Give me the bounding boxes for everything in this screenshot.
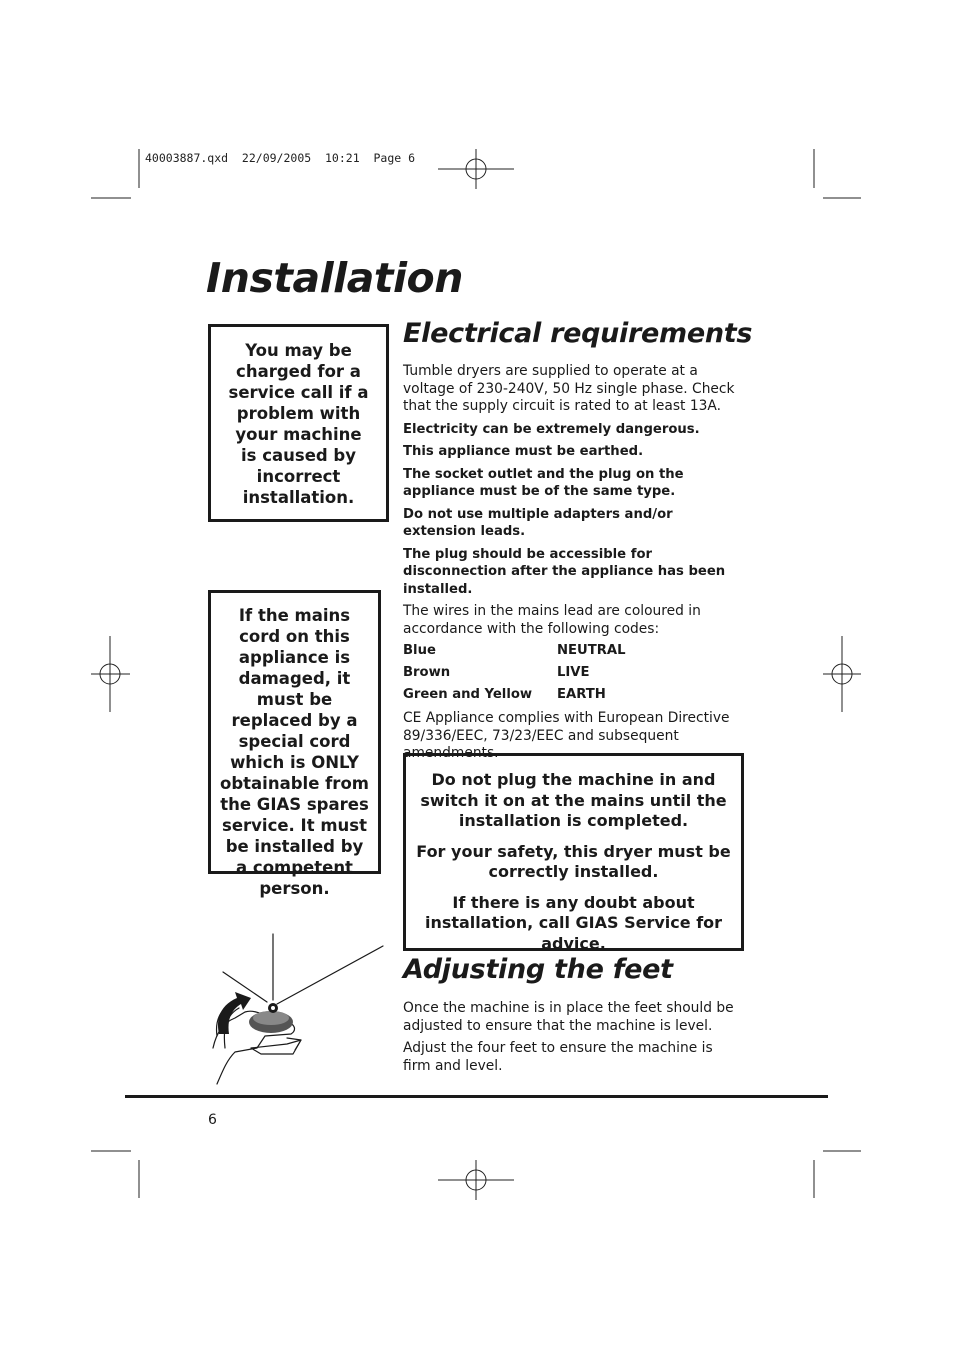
- warning-plug-access: The plug should be accessible for disconnection after the appliance has been installed.: [403, 546, 726, 597]
- safety-line-2: For your safety, this dryer must be correctly installed.: [416, 841, 731, 881]
- electrical-intro: Tumble dryers are supplied to operate at a voltage of 230-240V, 50 Hz single phase. Check that the supply circuit is rated to at least 13A.: [403, 363, 735, 414]
- wire-code-row: [403, 662, 743, 684]
- footer-rule: [125, 1095, 828, 1098]
- printer-slug: 40003887.qxd 22/09/2005 10:21 Page 6: [145, 151, 416, 165]
- wire-meaning: EARTH: [557, 687, 606, 702]
- warning-adapters: Do not use multiple adapters and/or extension leads.: [403, 506, 673, 539]
- page-title: Installation: [206, 254, 463, 302]
- ce-note: CE Appliance complies with European Directive 89/336/EEC, 73/23/EEC and subsequent amendments.: [403, 710, 730, 761]
- safety-line-3: If there is any doubt about installation, call GIAS Service for advice.: [424, 892, 723, 953]
- wire-code-row: [403, 640, 743, 662]
- mains-cord-callout: If the mains cord on this appliance is damaged, it must be replaced by a special cord which is ONLY obtainable from the GIAS spares service. It must be installed by a competent person.: [208, 590, 381, 874]
- feet-heading: Adjusting the feet: [403, 954, 673, 985]
- wire-colour: Brown: [403, 665, 451, 680]
- wire-code-table: [403, 640, 743, 706]
- safety-line-1: Do not plug the machine in and switch it on at the mains until the installation is completed.: [420, 770, 727, 830]
- safety-box: [403, 753, 744, 951]
- wire-colour: Green and Yellow: [403, 687, 533, 702]
- wire-code-row: [403, 684, 743, 706]
- wire-meaning: LIVE: [557, 665, 590, 680]
- feet-para-1: Once the machine is in place the feet should be adjusted to ensure that the machine is level.: [403, 1000, 734, 1034]
- page-number: 6: [208, 1112, 217, 1128]
- feet-body: [403, 1000, 743, 1080]
- wire-meaning: NEUTRAL: [557, 643, 626, 658]
- wires-intro: The wires in the mains lead are coloured in accordance with the following codes:: [403, 603, 701, 637]
- warning-socket-type: The socket outlet and the plug on the appliance must be of the same type.: [403, 466, 684, 499]
- warning-dangerous: Electricity can be extremely dangerous.: [403, 421, 700, 437]
- warning-earthed: This appliance must be earthed.: [403, 444, 644, 459]
- electrical-heading: Electrical requirements: [403, 318, 753, 349]
- hand-adjusting-foot-illustration: [205, 930, 385, 1088]
- wire-colour: Blue: [403, 643, 436, 658]
- feet-para-2: Adjust the four feet to ensure the machine is firm and level.: [403, 1040, 713, 1074]
- service-call-callout: You may be charged for a service call if a problem with your machine is caused by incorrect installation.: [208, 324, 389, 522]
- electrical-body: [403, 363, 743, 768]
